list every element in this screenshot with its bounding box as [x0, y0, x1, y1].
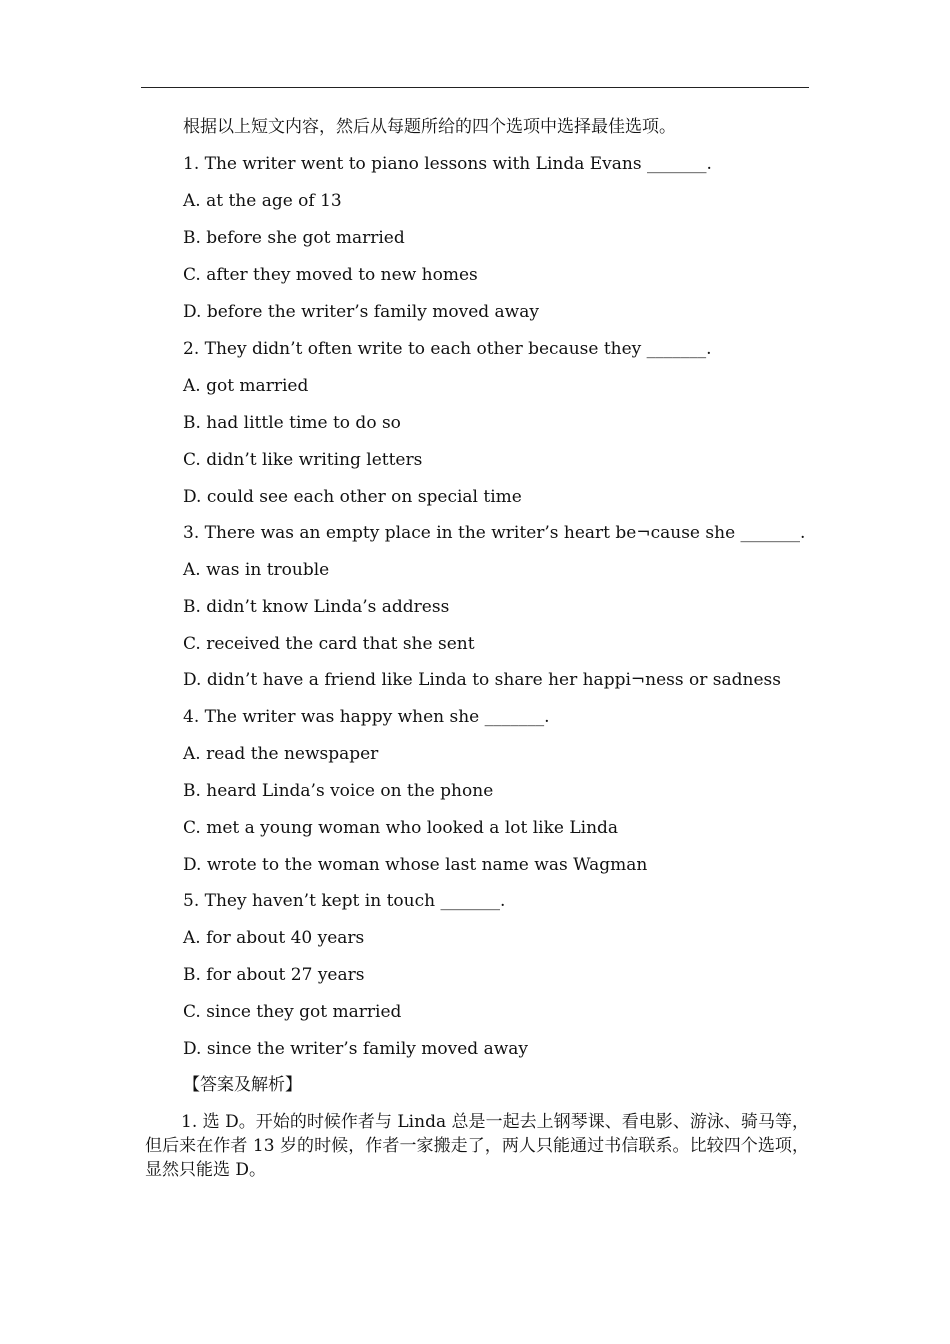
- question-2-option-d: D. could see each other on special time: [183, 487, 522, 507]
- question-5-option-c: C. since they got married: [183, 1002, 402, 1022]
- question-5-option-d: D. since the writer’s family moved away: [183, 1039, 528, 1059]
- question-2-option-b: B. had little time to do so: [183, 413, 401, 433]
- question-1-option-d: D. before the writer’s family moved away: [183, 302, 539, 322]
- question-3-option-c: C. received the card that she sent: [183, 634, 475, 654]
- question-5-stem: 5. They haven’t kept in touch _______.: [183, 891, 506, 911]
- question-4-option-d: D. wrote to the woman whose last name was Wagman: [183, 855, 648, 875]
- instruction: 根据以上短文内容，然后从每题所给的四个选项中选择最佳选项。: [183, 117, 676, 137]
- answer-section: [145, 1110, 809, 1182]
- question-3-stem: 3. There was an empty place in the writer’s heart be¬cause she _______.: [183, 523, 806, 543]
- question-4-stem: 4. The writer was happy when she _______.: [183, 707, 550, 727]
- question-4-option-b: B. heard Linda’s voice on the phone: [183, 781, 494, 801]
- question-2-option-a: A. got married: [183, 376, 309, 396]
- question-3-option-a: A. was in trouble: [183, 560, 330, 580]
- question-5-option-b: B. for about 27 years: [183, 965, 365, 985]
- question-3-option-b: B. didn’t know Linda’s address: [183, 597, 450, 617]
- answer-heading: 【答案及解析】: [183, 1075, 302, 1095]
- header-rule: [141, 87, 809, 88]
- question-4-option-a: A. read the newspaper: [183, 744, 379, 764]
- question-5-option-a: A. for about 40 years: [183, 928, 365, 948]
- question-1-option-c: C. after they moved to new homes: [183, 265, 478, 285]
- question-2-option-c: C. didn’t like writing letters: [183, 450, 423, 470]
- question-1-stem: 1. The writer went to piano lessons with Linda Evans _______.: [183, 154, 712, 174]
- question-4-option-c: C. met a young woman who looked a lot like Linda: [183, 818, 619, 838]
- answer-1-explanation: 1. 选 D。开始的时候作者与 Linda 总是一起去上钢琴课、看电影、游泳、骑马等，但后来在作者 13 岁的时候，作者一家搬走了，两人只能通过书信联系。比较四个选项，显然只能选 D。: [145, 1112, 809, 1180]
- question-1-option-b: B. before she got married: [183, 228, 405, 248]
- question-2-stem: 2. They didn’t often write to each other because they _______.: [183, 339, 712, 359]
- question-3-option-d: D. didn’t have a friend like Linda to share her happi¬ness or sadness: [183, 670, 781, 690]
- question-1-option-a: A. at the age of 13: [183, 191, 342, 211]
